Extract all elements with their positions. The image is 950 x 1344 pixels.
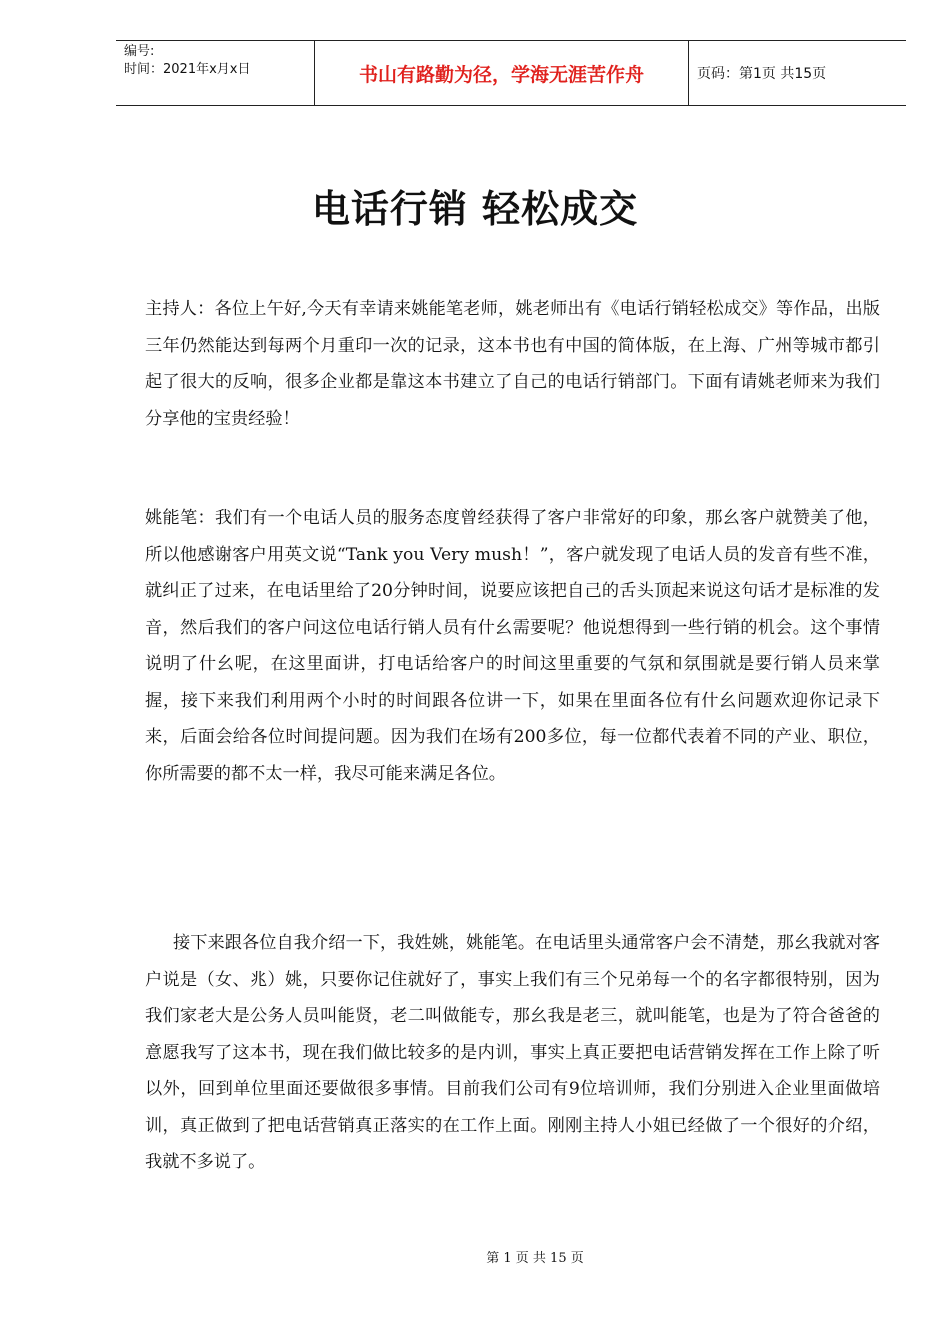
paragraph-self-intro: 接下来跟各位自我介绍一下，我姓姚，姚能笔。在电话里头通常客户会不清楚，那幺我就对客户说是（女、兆）姚，只要你记住就好了，事实上我们有三个兄弟每一个的名字都很特别，因为我们家老大是公务人员叫能贤，老二叫做能专，那幺我是老三，就叫能笔，也是为了符合爸爸的意愿我写了这本书，现在我们做比较多的是内训，事实上真正要把电话营销发挥在工作上除了听以外，回到单位里面还要做很多事情。目前我们公司有9位培训师，我们分别进入企业里面做培训，真正做到了把电话营销真正落实的在工作上面。刚刚主持人小姐已经做了一个很好的介绍，我就不多说了。 — [145, 933, 880, 1172]
paragraph-speaker-story: 姚能笔：我们有一个电话人员的服务态度曾经获得了客户非常好的印象，那幺客户就赞美了他，所以他感谢客户用英文说“Tank you Very mush！”，客户就发现了电话人员的发音有些不准，就纠正了过来，在电话里给了20分钟时间，说要应该把自己的舌头顶起来说这句话才是标准的发音，然后我们的客户问这位电话行销人员有什幺需要呢？他说想得到一些行销的机会。这个事情说明了什幺呢，在这里面讲，打电话给客户的时间这里重要的气氛和氛围就是要行销人员来掌握，接下来我们利用两个小时的时间跟各位讲一下，如果在里面各位有什幺问题欢迎你记录下来，后面会给各位时间提问题。因为我们在场有200多位，每一位都代表着不同的产业、职位，你所需要的都不太一样，我尽可能来满足各位。 — [145, 508, 880, 784]
header-meta — [116, 41, 315, 105]
document-title: 电话行销 轻松成交 — [311, 187, 639, 231]
header-page-info: 页码：第1页 共15页 — [697, 66, 827, 82]
header-table — [116, 40, 906, 106]
document-number-label: 编号: — [124, 44, 155, 59]
document-date: 时间：2021年x月x日 — [124, 62, 251, 77]
paragraph-host-intro: 主持人：各位上午好,今天有幸请来姚能笔老师，姚老师出有《电话行销轻松成交》等作品，出版三年仍然能达到每两个月重印一次的记录，这本书也有中国的简体版，在上海、广州等城市都引起了很大的反响，很多企业都是靠这本书建立了自己的电话行销部门。下面有请姚老师来为我们分享他的宝贵经验！ — [145, 299, 880, 429]
page-footer: 第 1 页 共 15 页 — [486, 1251, 584, 1266]
header-motto: 书山有路勤为径，学海无涯苦作舟 — [315, 41, 689, 105]
